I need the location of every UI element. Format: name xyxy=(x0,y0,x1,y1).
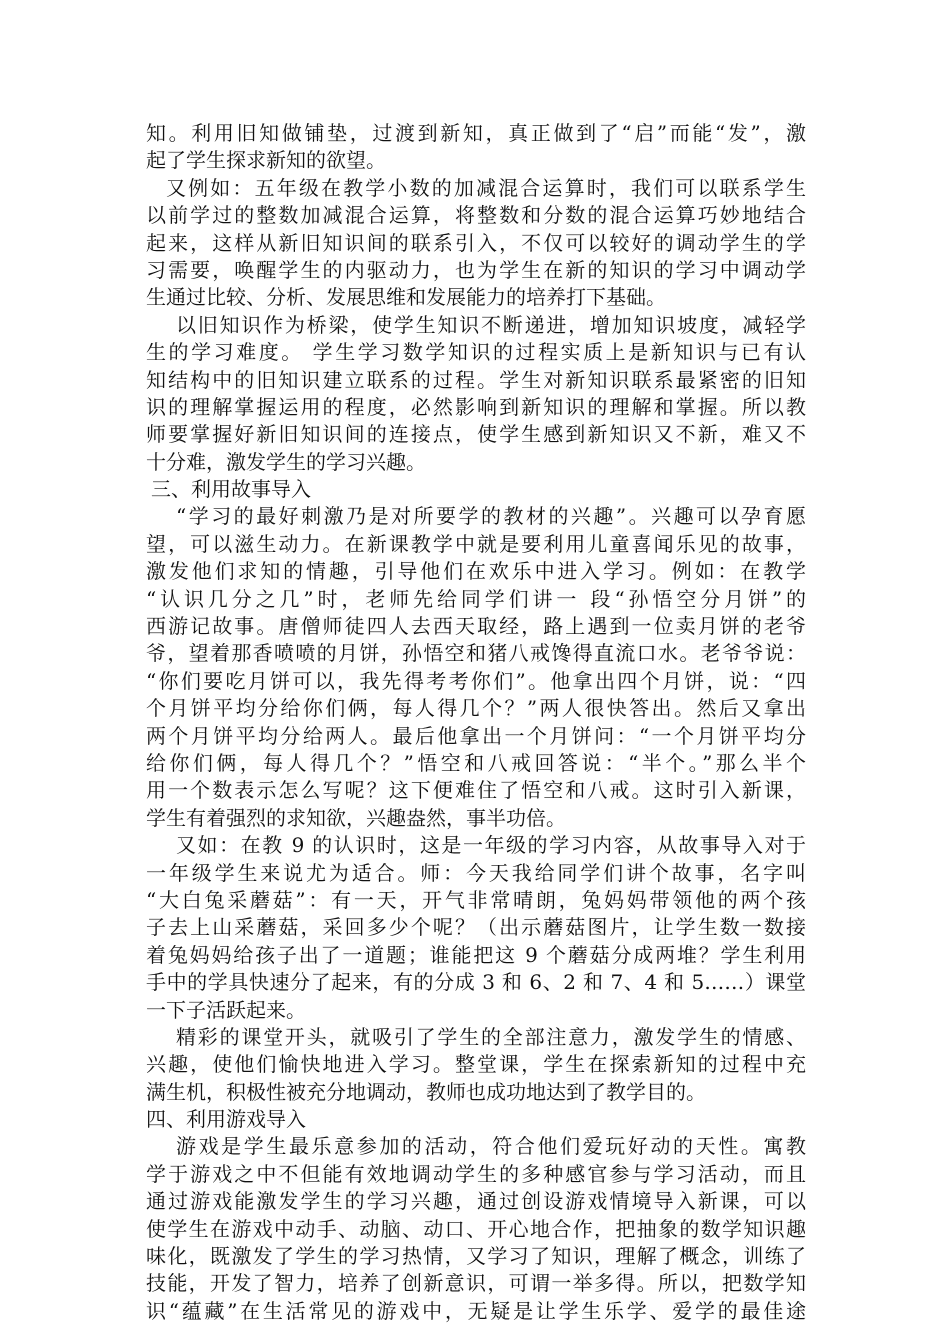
text-line: 着兔妈妈给孩子出了一道题；谁能把这 9 个蘑菇分成两堆？学生利用 xyxy=(146,942,806,967)
text-line: “你们要吃月饼可以，我先得考考你们”。他拿出四个月饼，说：“四 xyxy=(146,668,806,693)
text-line: 两个月饼平均分给两人。最后他拿出一个月饼问：“一个月饼平均分 xyxy=(146,723,806,748)
text-line: 以旧知识作为桥梁，使学生知识不断递进，增加知识坡度，减轻学 xyxy=(176,312,806,337)
text-line: 激发他们求知的情趣，引导他们在欢乐中进入学习。例如：在教学 xyxy=(146,559,806,584)
text-line: 四、利用游戏导入 xyxy=(146,1107,306,1132)
text-line: 望，可以滋生动力。在新课教学中就是要利用儿童喜闻乐见的故事， xyxy=(146,531,806,556)
text-line: 生通过比较、分析、发展思维和发展能力的培养打下基础。 xyxy=(146,285,666,310)
text-line: 三、利用故事导入 xyxy=(151,477,311,502)
text-line: 以前学过的整数加减混合运算，将整数和分数的混合运算巧妙地结合 xyxy=(146,203,806,228)
text-line: 学于游戏之中不但能有效地调动学生的多种感官参与学习活动，而且 xyxy=(146,1161,806,1186)
text-line: 用一个数表示怎么写呢？这下便难住了悟空和八戒。这时引入新课， xyxy=(146,778,806,803)
document-page xyxy=(146,120,806,1325)
text-line: 游戏是学生最乐意参加的活动，符合他们爱玩好动的天性。寓教 xyxy=(176,1134,806,1159)
text-line: 起来，这样从新旧知识间的联系引入，不仅可以较好的调动学生的学 xyxy=(146,230,806,255)
text-line: “大白兔采蘑菇”：有一天，开气非常晴朗，兔妈妈带领他的两个孩 xyxy=(146,887,806,912)
text-line: 十分难，激发学生的学习兴趣。 xyxy=(146,449,426,474)
text-line: 西游记故事。唐僧师徒四人去西天取经，路上遇到一位卖月饼的老爷 xyxy=(146,614,806,639)
text-line: 学生有着强烈的求知欲，兴趣盎然，事半功倍。 xyxy=(146,805,566,830)
text-line: 起了学生探求新知的欲望。 xyxy=(146,148,386,173)
text-line: 一下子活跃起来。 xyxy=(146,997,306,1022)
text-line: 又例如：五年级在教学小数的加减混合运算时，我们可以联系学生 xyxy=(166,175,806,200)
text-line: 精彩的课堂开头，就吸引了学生的全部注意力，激发学生的情感、 xyxy=(176,1024,806,1049)
text-line: 通过游戏能激发学生的学习兴趣，通过创设游戏情境导入新课，可以 xyxy=(146,1189,806,1214)
text-line: 满生机，积极性被充分地调动，教师也成功地达到了教学目的。 xyxy=(146,1079,706,1104)
text-line: 又如：在教 9 的认识时，这是一年级的学习内容，从故事导入对于 xyxy=(176,833,806,858)
text-line: 给你们俩，每人得几个？”悟空和八戒回答说：“半个。”那么半个 xyxy=(146,750,806,775)
text-line: 技能，开发了智力，培养了创新意识，可谓一举多得。所以，把数学知 xyxy=(146,1271,806,1296)
text-line: 手中的学具快速分了起来，有的分成 3 和 6、2 和 7、4 和 5……）课堂 xyxy=(146,970,806,995)
text-line: 兴趣，使他们愉快地进入学习。整堂课，学生在探索新知的过程中充 xyxy=(146,1052,806,1077)
text-line: 爷，望着那香喷喷的月饼，孙悟空和猪八戒馋得直流口水。老爷爷说： xyxy=(146,641,806,666)
text-line: 识“蕴藏”在生活常见的游戏中，无疑是让学生乐学、爱学的最佳途 xyxy=(146,1298,806,1323)
text-line: 生的学习难度。 学生学习数学知识的过程实质上是新知识与已有认 xyxy=(146,340,806,365)
text-line: 使学生在游戏中动手、动脑、动口、开心地合作，把抽象的数学知识趣 xyxy=(146,1216,806,1241)
text-line: “学习的最好刺激乃是对所要学的教材的兴趣”。兴趣可以孕育愿 xyxy=(176,504,806,529)
text-line: 习需要，唤醒学生的内驱动力，也为学生在新的知识的学习中调动学 xyxy=(146,257,806,282)
text-line: 一年级学生来说尤为适合。师：今天我给同学们讲个故事，名字叫 xyxy=(146,860,806,885)
text-line: 知。利用旧知做铺垫，过渡到新知，真正做到了“启”而能“发”，激 xyxy=(146,121,806,145)
text-line: 识的理解掌握运用的程度，必然影响到新知识的理解和掌握。所以教 xyxy=(146,394,806,419)
text-line: 师要掌握好新旧知识间的连接点，使学生感到新知识又不新，难又不 xyxy=(146,422,806,447)
text-line: 子去上山采蘑菇，采回多少个呢？（出示蘑菇图片，让学生数一数接 xyxy=(146,915,806,940)
text-line: “认识几分之几”时，老师先给同学们讲一 段“孙悟空分月饼”的 xyxy=(146,586,806,611)
text-line: 味化，既激发了学生的学习热情，又学习了知识，理解了概念，训练了 xyxy=(146,1244,806,1269)
text-line: 个月饼平均分给你们俩，每人得几个？”两人很快答出。然后又拿出 xyxy=(146,696,806,721)
text-line: 知结构中的旧知识建立联系的过程。学生对新知识联系最紧密的旧知 xyxy=(146,367,806,392)
